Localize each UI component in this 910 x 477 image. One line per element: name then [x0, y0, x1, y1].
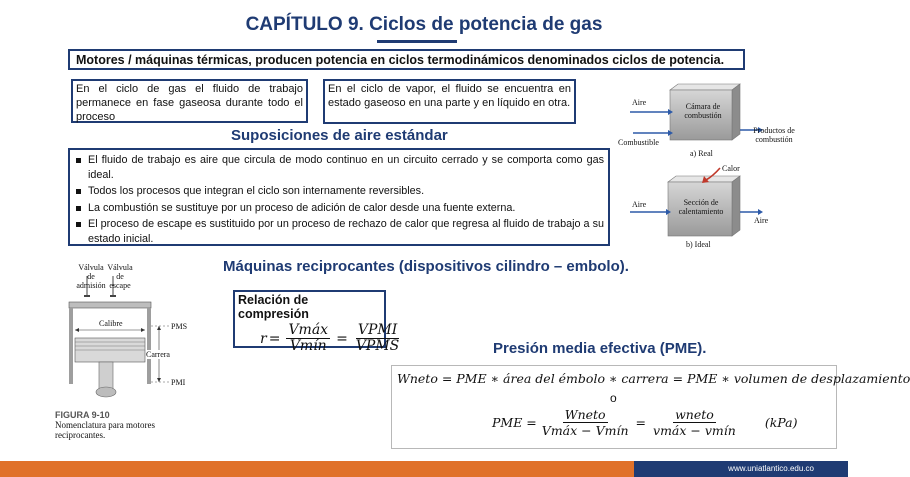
products-label: Productos de combustión: [753, 126, 795, 144]
r-symbol: r: [260, 330, 267, 347]
title-underline: [377, 40, 457, 43]
compression-ratio-box: [233, 290, 400, 354]
pme-equation: PME = $\frac{\text{Wneto}}{\text{Vmáx − Vmín}}$ = $\frac{\text{wneto}}{\text{vmáx − vmín}}$ (kPa): [492, 407, 798, 438]
pme-den1: Vmáx − Vmín: [541, 423, 629, 438]
heat-label: Calor: [722, 164, 740, 173]
assumption-item: La combustión se sustituye por un proceso de adición de calor desde una fuente externa.: [74, 201, 604, 216]
section-label: Sección de calentamiento: [678, 198, 724, 216]
stroke-label: Carrera: [146, 350, 170, 359]
air-label: Aire: [632, 98, 647, 107]
figure-caption-text: Nomenclatura para motores reciprocantes.: [55, 420, 155, 440]
net-work-equation: Wneto = PME ∗ área del émbolo ∗ carrera = PME ∗ volumen de desplazamiento: [397, 371, 910, 386]
compression-label: Relación de compresión: [238, 293, 309, 321]
exhaust-valve-label: Válvula de escape: [107, 263, 133, 290]
intake-valve-label: Válvula de admisión: [76, 263, 106, 290]
footer-url[interactable]: www.uniatlantico.edu.co: [728, 464, 814, 473]
pme-num1: Wneto: [564, 407, 606, 422]
air-out-label: Aire: [754, 216, 769, 225]
air-in-label: Aire: [632, 200, 647, 209]
vmin-symbol: Vmín: [289, 338, 327, 354]
reciprocating-heading: Máquinas reciprocantes (dispositivos cilindro – embolo).: [223, 258, 629, 275]
compression-formula: r = $\frac{\text{Vmáx}}{\text{Vmín}}$ = $\frac{\text{VPMI}}{\text{VPMS}}$: [260, 322, 400, 354]
footer-orange-bar: [0, 461, 634, 477]
pmi-label: PMI: [171, 378, 186, 387]
combustion-ideal-diagram: [618, 162, 808, 252]
bore-label: Calibre: [99, 319, 123, 328]
definition-banner: Motores / máquinas térmicas, producen potencia en ciclos termodinámicos denominados ciclos de potencia.: [68, 49, 745, 70]
pme-lhs: PME =: [492, 415, 537, 430]
assumptions-heading: Suposiciones de aire estándar: [231, 127, 448, 144]
gas-cycle-note: En el ciclo de gas el fluido de trabajo permanece en fase gaseosa durante todo el proceso: [71, 79, 308, 123]
piston-cylinder-figure: [55, 262, 205, 402]
chamber-label: Cámara de combustión: [684, 102, 722, 120]
figure-number: FIGURA 9-10: [55, 410, 110, 420]
combustion-real-diagram: [618, 78, 808, 160]
pms-label: PMS: [171, 322, 188, 331]
figure-caption: [55, 410, 205, 440]
pme-heading: Presión media efectiva (PME).: [493, 340, 707, 357]
assumption-item: Todos los procesos que integran el ciclo son internamente reversibles.: [74, 184, 604, 199]
ideal-caption: b) Ideal: [686, 240, 711, 249]
assumptions-list: [68, 148, 610, 246]
pme-unit: (kPa): [764, 415, 798, 430]
fuel-label: Combustible: [618, 138, 659, 147]
pme-num2: wneto: [675, 407, 714, 422]
vapor-cycle-note: En el ciclo de vapor, el fluido se encuentra en estado gaseoso en una parte y en líquido en otra.: [323, 79, 576, 124]
pme-den2: vmáx − vmín: [653, 423, 736, 438]
assumption-item: El proceso de escape es sustituido por un proceso de rechazo de calor que regresa al fluido de trabajo a su estado inicial.: [74, 217, 604, 246]
assumption-item: El fluido de trabajo es aire que circula de modo continuo en un circuito cerrado y se comporta como gas ideal.: [74, 153, 604, 182]
or-label: o: [610, 391, 617, 405]
vpms-symbol: VPMS: [355, 338, 400, 354]
pme-formula-box: [391, 365, 910, 449]
vpmi-symbol: VPMI: [357, 322, 398, 338]
page-title: CAPÍTULO 9. Ciclos de potencia de gas: [245, 14, 603, 35]
real-caption: a) Real: [690, 149, 713, 158]
vmax-symbol: Vmáx: [288, 322, 329, 338]
